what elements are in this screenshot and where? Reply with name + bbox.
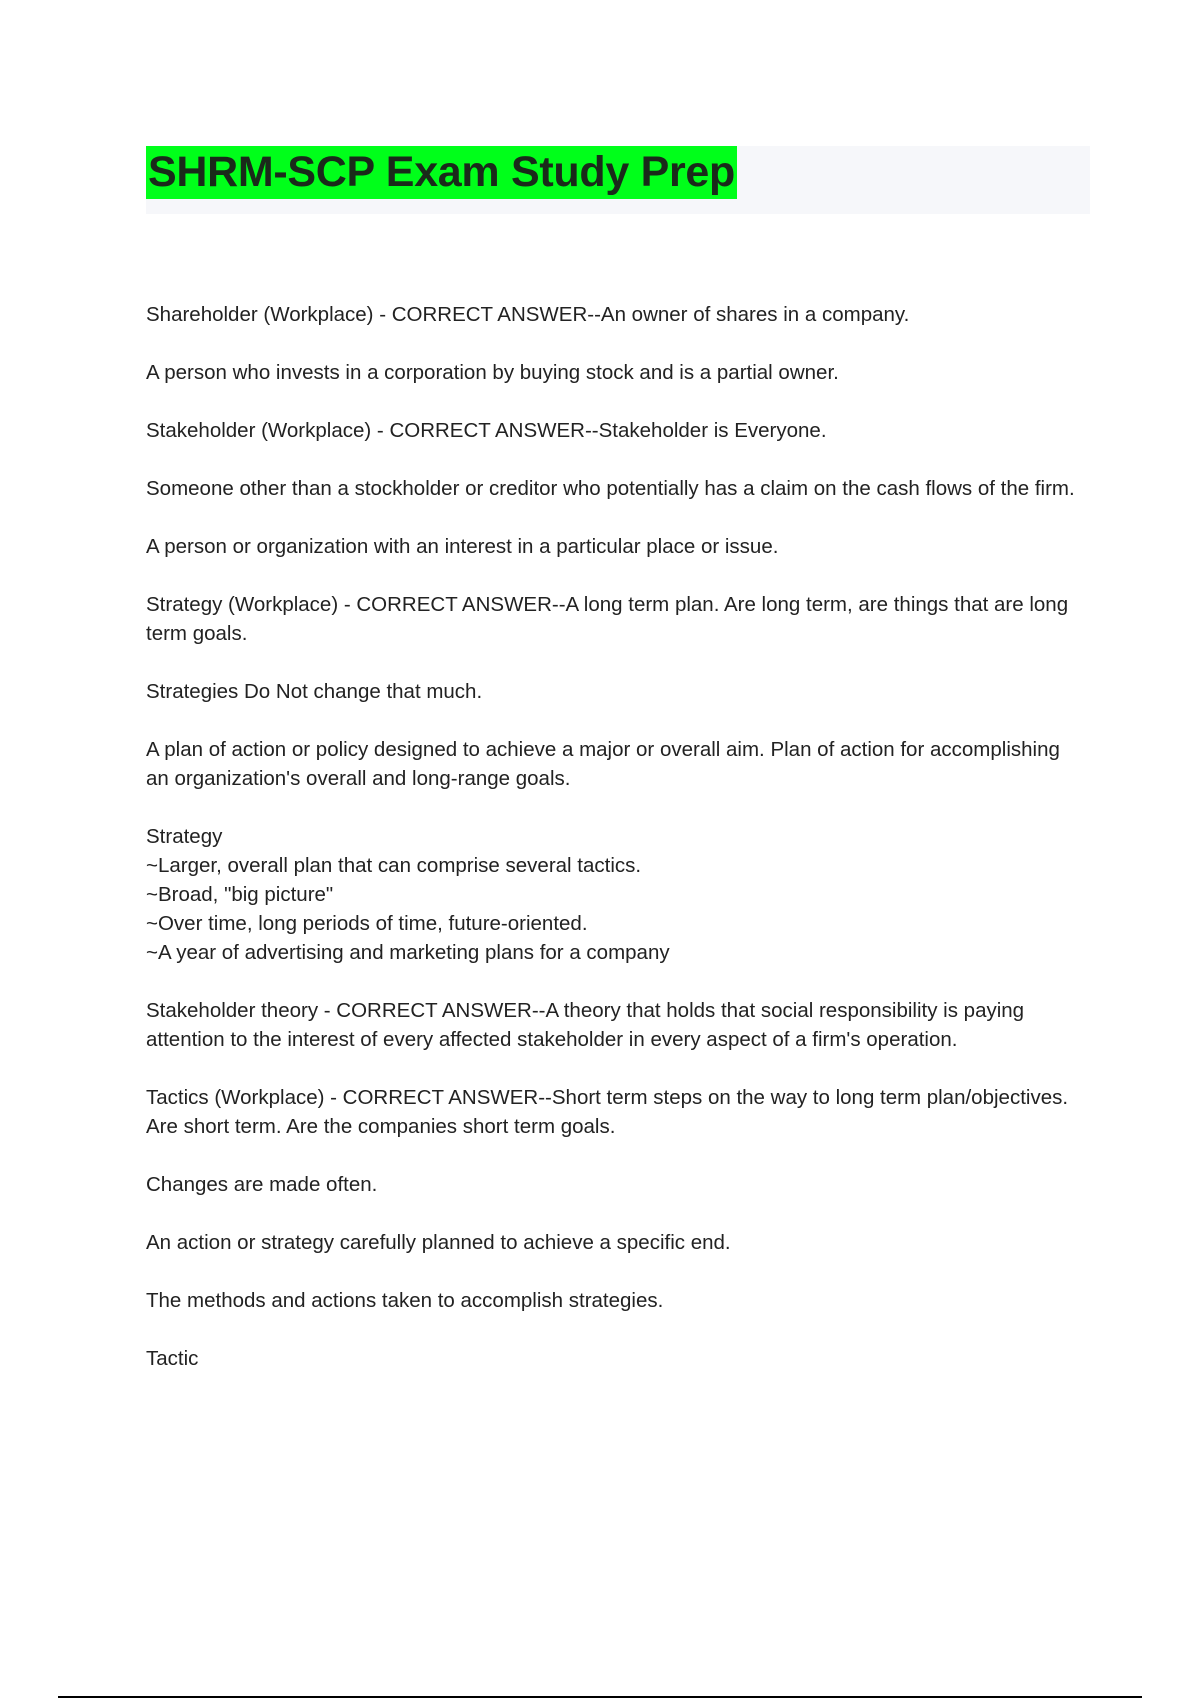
paragraph-stakeholder-interest: A person or organization with an interest in a particular place or issue. xyxy=(146,535,779,558)
paragraph-stakeholder-detail: Someone other than a stockholder or creditor who potentially has a claim on the cash flows of the firm. xyxy=(146,477,1075,500)
paragraph-strategy-plan: A plan of action or policy designed to achieve a major or overall aim. Plan of action for accomplishing an organization's overall and long-range goals. xyxy=(146,738,1060,790)
paragraph-strategy-definition: Strategy (Workplace) - CORRECT ANSWER--A long term plan. Are long term, are things that are long term goals. xyxy=(146,593,1069,645)
paragraph-strategy-change: Strategies Do Not change that much. xyxy=(146,680,483,703)
paragraph-strategy-list: Strategy ~Larger, overall plan that can comprise several tactics. ~Broad, "big picture" ~Over time, long periods of time, future-oriented. ~A year of advertising and marketing plans for a company xyxy=(146,825,670,964)
paragraph-tactics-definition: Tactics (Workplace) - CORRECT ANSWER--Short term steps on the way to long term plan/objectives. Are short term. Are the companies short term goals. xyxy=(146,1086,1069,1138)
paragraph-shareholder-definition: Shareholder (Workplace) - CORRECT ANSWER--An owner of shares in a company. xyxy=(146,303,910,326)
footer-rule xyxy=(58,1696,1142,1698)
paragraph-tactics-change: Changes are made often. xyxy=(146,1173,378,1196)
paragraph-stakeholder-theory: Stakeholder theory - CORRECT ANSWER--A theory that holds that social responsibility is paying attention to the interest of every affected stakeholder in every aspect of a firm's operation. xyxy=(146,999,1025,1051)
paragraph-tactics-action: An action or strategy carefully planned to achieve a specific end. xyxy=(146,1231,731,1254)
document-body xyxy=(146,300,1076,1402)
paragraph-tactics-methods: The methods and actions taken to accomplish strategies. xyxy=(146,1289,664,1312)
page-title: SHRM-SCP Exam Study Prep xyxy=(146,146,737,199)
paragraph-stakeholder-definition: Stakeholder (Workplace) - CORRECT ANSWER--Stakeholder is Everyone. xyxy=(146,419,827,442)
paragraph-tactic-heading: Tactic xyxy=(146,1347,199,1370)
paragraph-shareholder-detail: A person who invests in a corporation by buying stock and is a partial owner. xyxy=(146,361,839,384)
